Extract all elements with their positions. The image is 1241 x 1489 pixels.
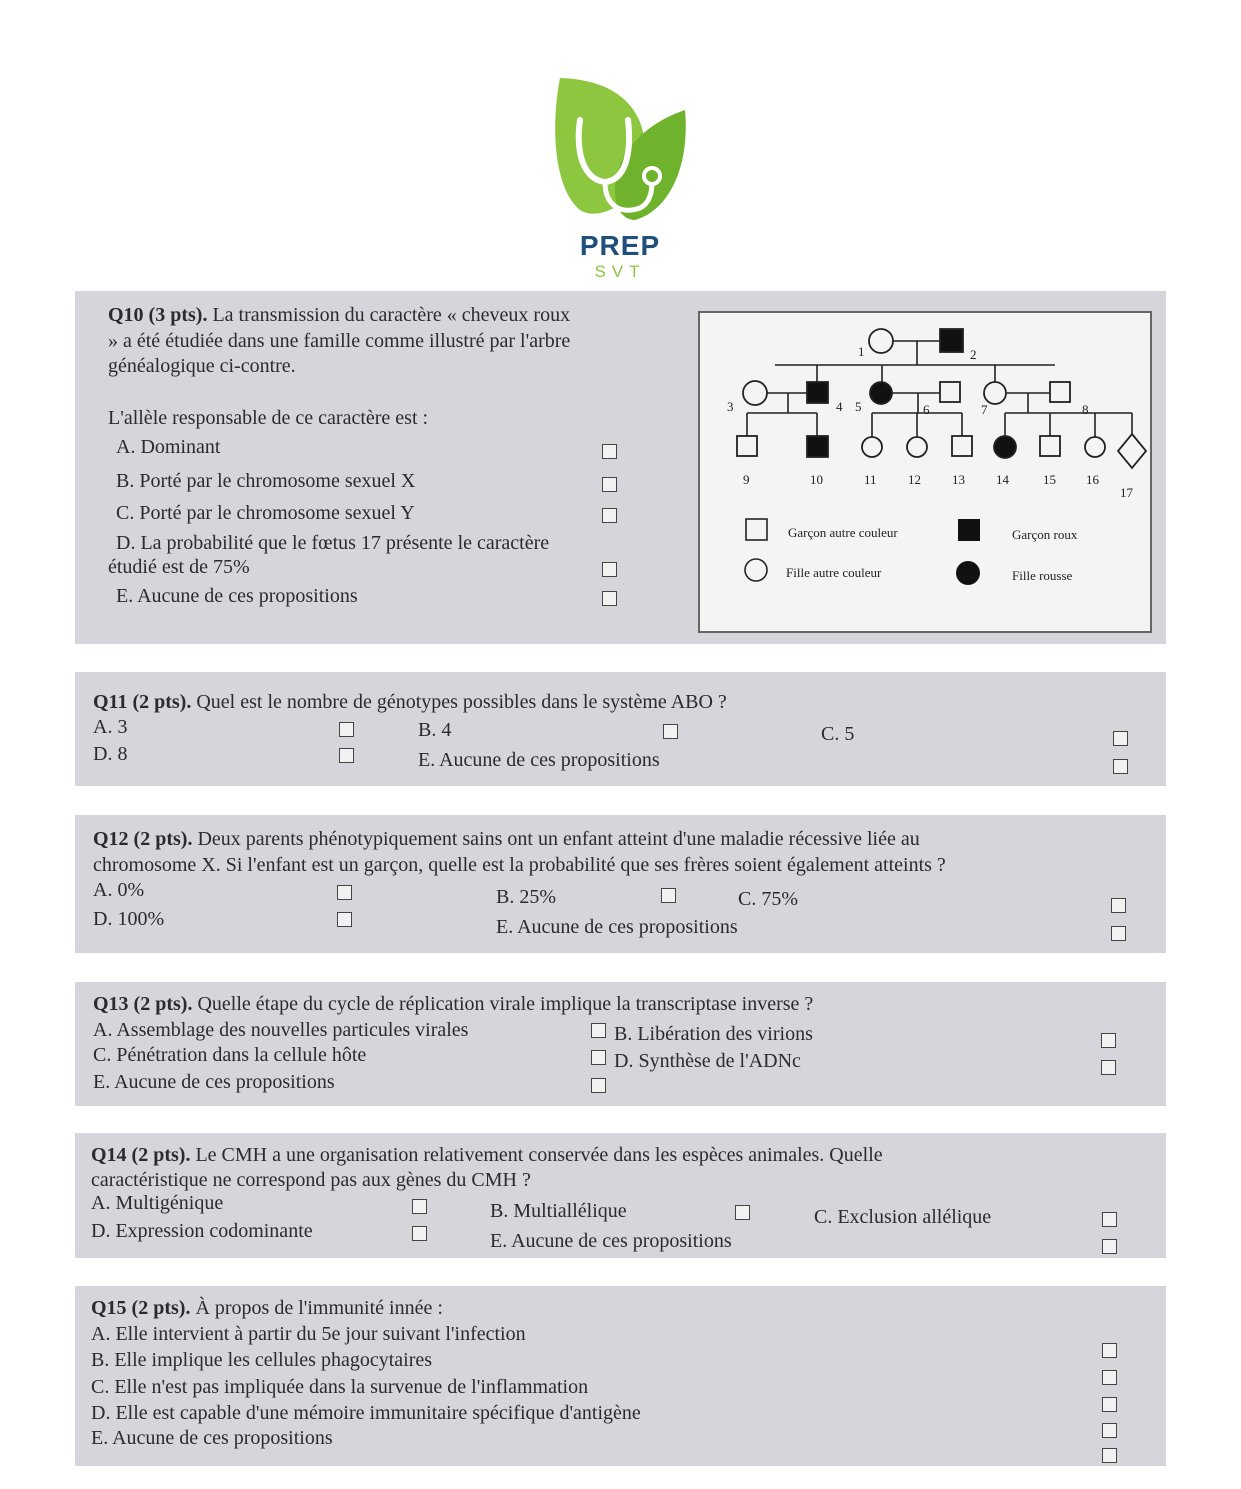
q11-checkbox-c[interactable] — [1113, 731, 1128, 746]
q12-stem-line-2: chromosome X. Si l'enfant est un garçon, quelle est la probabilité que ses frères soient également atteints ? — [93, 854, 946, 876]
q12-checkbox-b[interactable] — [661, 888, 676, 903]
q10-option-a: A. Dominant — [116, 436, 221, 458]
q10-stem-line-2: » a été étudiée dans une famille comme illustré par l'arbre — [108, 330, 571, 352]
q10-option-d: D. La probabilité que le fœtus 17 présente le caractère — [116, 532, 550, 554]
pedigree-number-4: 4 — [836, 399, 843, 414]
q14-checkbox-c[interactable] — [1102, 1212, 1117, 1227]
pedigree-number-6: 6 — [923, 402, 930, 417]
q10-option-e: E. Aucune de ces propositions — [116, 585, 358, 607]
q12-checkbox-d[interactable] — [337, 912, 352, 927]
q11-option-a: A. 3 — [93, 716, 128, 738]
q15-option-e: E. Aucune de ces propositions — [91, 1427, 333, 1449]
q11-checkbox-e[interactable] — [1113, 759, 1128, 774]
q11-option-e: E. Aucune de ces propositions — [418, 749, 660, 771]
q11-option-c: C. 5 — [821, 723, 855, 745]
q14-option-c: C. Exclusion allélique — [814, 1206, 992, 1228]
pedigree-individual-2 — [940, 329, 963, 352]
q12-option-d: D. 100% — [93, 908, 165, 930]
q13-block — [75, 982, 1166, 1106]
q12-checkbox-a[interactable] — [337, 885, 352, 900]
pedigree-diagram — [700, 313, 1150, 631]
q12-option-e: E. Aucune de ces propositions — [496, 916, 738, 938]
q14-checkbox-b[interactable] — [735, 1205, 750, 1220]
q13-option-c: C. Pénétration dans la cellule hôte — [93, 1044, 367, 1066]
q11-checkbox-d[interactable] — [339, 748, 354, 763]
q10-checkbox-d[interactable] — [602, 562, 617, 577]
q13-checkbox-b[interactable] — [1101, 1033, 1116, 1048]
q15-option-a: A. Elle intervient à partir du 5e jour suivant l'infection — [91, 1323, 526, 1345]
logo-prep-text: PREP — [579, 230, 661, 261]
q14-block — [75, 1133, 1166, 1258]
prep-svt-logo — [540, 70, 700, 285]
pedigree-number-10: 10 — [810, 472, 823, 487]
q13-checkbox-e[interactable] — [591, 1078, 606, 1093]
pedigree-individual-12 — [907, 437, 927, 457]
legend-female-unaffected: Fille autre couleur — [786, 565, 882, 580]
q11-checkbox-a[interactable] — [339, 722, 354, 737]
q11-checkbox-b[interactable] — [663, 724, 678, 739]
pedigree-individual-6 — [940, 382, 960, 402]
pedigree-number-7: 7 — [981, 402, 988, 417]
pedigree-number-8: 8 — [1082, 402, 1089, 417]
q12-option-c: C. 75% — [738, 888, 798, 910]
q14-checkbox-e[interactable] — [1102, 1239, 1117, 1254]
q13-option-d: D. Synthèse de l'ADNc — [614, 1050, 801, 1072]
q12-option-a: A. 0% — [93, 879, 145, 901]
pedigree-number-12: 12 — [908, 472, 921, 487]
q10-option-b: B. Porté par le chromosome sexuel X — [116, 470, 416, 492]
leaf-stethoscope-icon — [540, 70, 700, 230]
q10-checkbox-c[interactable] — [602, 508, 617, 523]
pedigree-number-2: 2 — [970, 347, 977, 362]
q13-option-a: A. Assemblage des nouvelles particules virales — [93, 1019, 469, 1041]
legend-male-unaffected: Garçon autre couleur — [788, 525, 898, 540]
q15-checkbox-d[interactable] — [1102, 1423, 1117, 1438]
pedigree-individual-3 — [743, 381, 767, 405]
pedigree-individual-16 — [1085, 437, 1105, 457]
q13-checkbox-d[interactable] — [1101, 1060, 1116, 1075]
q14-option-d: D. Expression codominante — [91, 1220, 313, 1242]
q12-stem-line-1: Q12 (2 pts). Deux parents phénotypiquement sains ont un enfant atteint d'une maladie récessive liée au — [93, 828, 920, 850]
q13-checkbox-c[interactable] — [591, 1050, 606, 1065]
q15-block — [75, 1286, 1166, 1466]
q15-stem: Q15 (2 pts). À propos de l'immunité innée : — [91, 1297, 443, 1319]
pedigree-individual-5 — [870, 382, 892, 404]
q13-option-b: B. Libération des virions — [614, 1023, 813, 1045]
legend-male-affected-icon — [958, 519, 980, 541]
q14-stem-line-2: caractéristique ne correspond pas aux gènes du CMH ? — [91, 1169, 531, 1191]
q15-checkbox-c[interactable] — [1102, 1397, 1117, 1412]
q10-checkbox-a[interactable] — [602, 444, 617, 459]
pedigree-individual-13 — [952, 436, 972, 456]
q11-option-b: B. 4 — [418, 719, 452, 741]
legend-male-affected: Garçon roux — [1012, 527, 1078, 542]
q15-option-b: B. Elle implique les cellules phagocytaires — [91, 1349, 433, 1371]
q10-checkbox-b[interactable] — [602, 477, 617, 492]
pedigree-number-11: 11 — [864, 472, 877, 487]
pedigree-individual-1 — [869, 329, 893, 353]
pedigree-individual-11 — [862, 437, 882, 457]
pedigree-number-3: 3 — [727, 399, 734, 414]
q12-checkbox-c[interactable] — [1111, 898, 1126, 913]
q13-checkbox-a[interactable] — [591, 1023, 606, 1038]
q12-block — [75, 815, 1166, 953]
q12-checkbox-e[interactable] — [1111, 926, 1126, 941]
q10-option-d-cont: étudié est de 75% — [108, 556, 250, 578]
q15-checkbox-e[interactable] — [1102, 1448, 1117, 1463]
q15-option-d: D. Elle est capable d'une mémoire immunitaire spécifique d'antigène — [91, 1402, 641, 1424]
pedigree-number-5: 5 — [855, 399, 862, 414]
q15-checkbox-a[interactable] — [1102, 1343, 1117, 1358]
pedigree-individual-9 — [737, 436, 757, 456]
q15-checkbox-b[interactable] — [1102, 1370, 1117, 1385]
pedigree-number-14: 14 — [996, 472, 1009, 487]
pedigree-number-16: 16 — [1086, 472, 1099, 487]
pedigree-number-17: 17 — [1120, 485, 1133, 500]
q10-question: L'allèle responsable de ce caractère est : — [108, 407, 429, 429]
q14-option-a: A. Multigénique — [91, 1192, 224, 1214]
q10-stem-line-3: généalogique ci-contre. — [108, 355, 296, 377]
legend-female-unaffected-icon — [745, 559, 767, 581]
pedigree-individual-8 — [1050, 382, 1070, 402]
legend-female-affected: Fille rousse — [1012, 568, 1073, 583]
legend-male-unaffected-icon — [746, 519, 767, 540]
q14-stem-line-1: Q14 (2 pts). Le CMH a une organisation relativement conservée dans les espèces animales. Quelle — [91, 1144, 883, 1166]
q10-option-c: C. Porté par le chromosome sexuel Y — [116, 502, 415, 524]
q10-stem-line-1: Q10 (3 pts). La transmission du caractère « cheveux roux — [108, 304, 571, 326]
q13-option-e: E. Aucune de ces propositions — [93, 1071, 335, 1093]
q11-stem: Q11 (2 pts). Quel est le nombre de génotypes possibles dans le système ABO ? — [93, 691, 727, 713]
logo-svt-text: SVT — [594, 262, 646, 281]
legend-female-affected-icon — [956, 561, 980, 585]
pedigree-individual-10 — [807, 436, 828, 457]
q14-checkbox-a[interactable] — [412, 1199, 427, 1214]
pedigree-number-9: 9 — [743, 472, 750, 487]
pedigree-number-15: 15 — [1043, 472, 1056, 487]
q11-block — [75, 672, 1166, 786]
pedigree-number-1: 1 — [858, 344, 865, 359]
q10-checkbox-e[interactable] — [602, 591, 617, 606]
pedigree-individual-14 — [994, 436, 1016, 458]
q14-option-b: B. Multiallélique — [490, 1200, 627, 1222]
pedigree-individual-17 — [1118, 434, 1146, 468]
pedigree-individual-4 — [807, 382, 828, 403]
q11-option-d: D. 8 — [93, 743, 128, 765]
q13-stem: Q13 (2 pts). Quelle étape du cycle de réplication virale implique la transcriptase inverse ? — [93, 993, 814, 1015]
pedigree-individual-15 — [1040, 436, 1060, 456]
pedigree-individual-7 — [984, 382, 1006, 404]
q12-option-b: B. 25% — [496, 886, 556, 908]
q14-checkbox-d[interactable] — [412, 1226, 427, 1241]
pedigree-number-13: 13 — [952, 472, 965, 487]
q14-option-e: E. Aucune de ces propositions — [490, 1230, 732, 1252]
pedigree-chart — [698, 311, 1152, 633]
q15-option-c: C. Elle n'est pas impliquée dans la survenue de l'inflammation — [91, 1376, 589, 1398]
